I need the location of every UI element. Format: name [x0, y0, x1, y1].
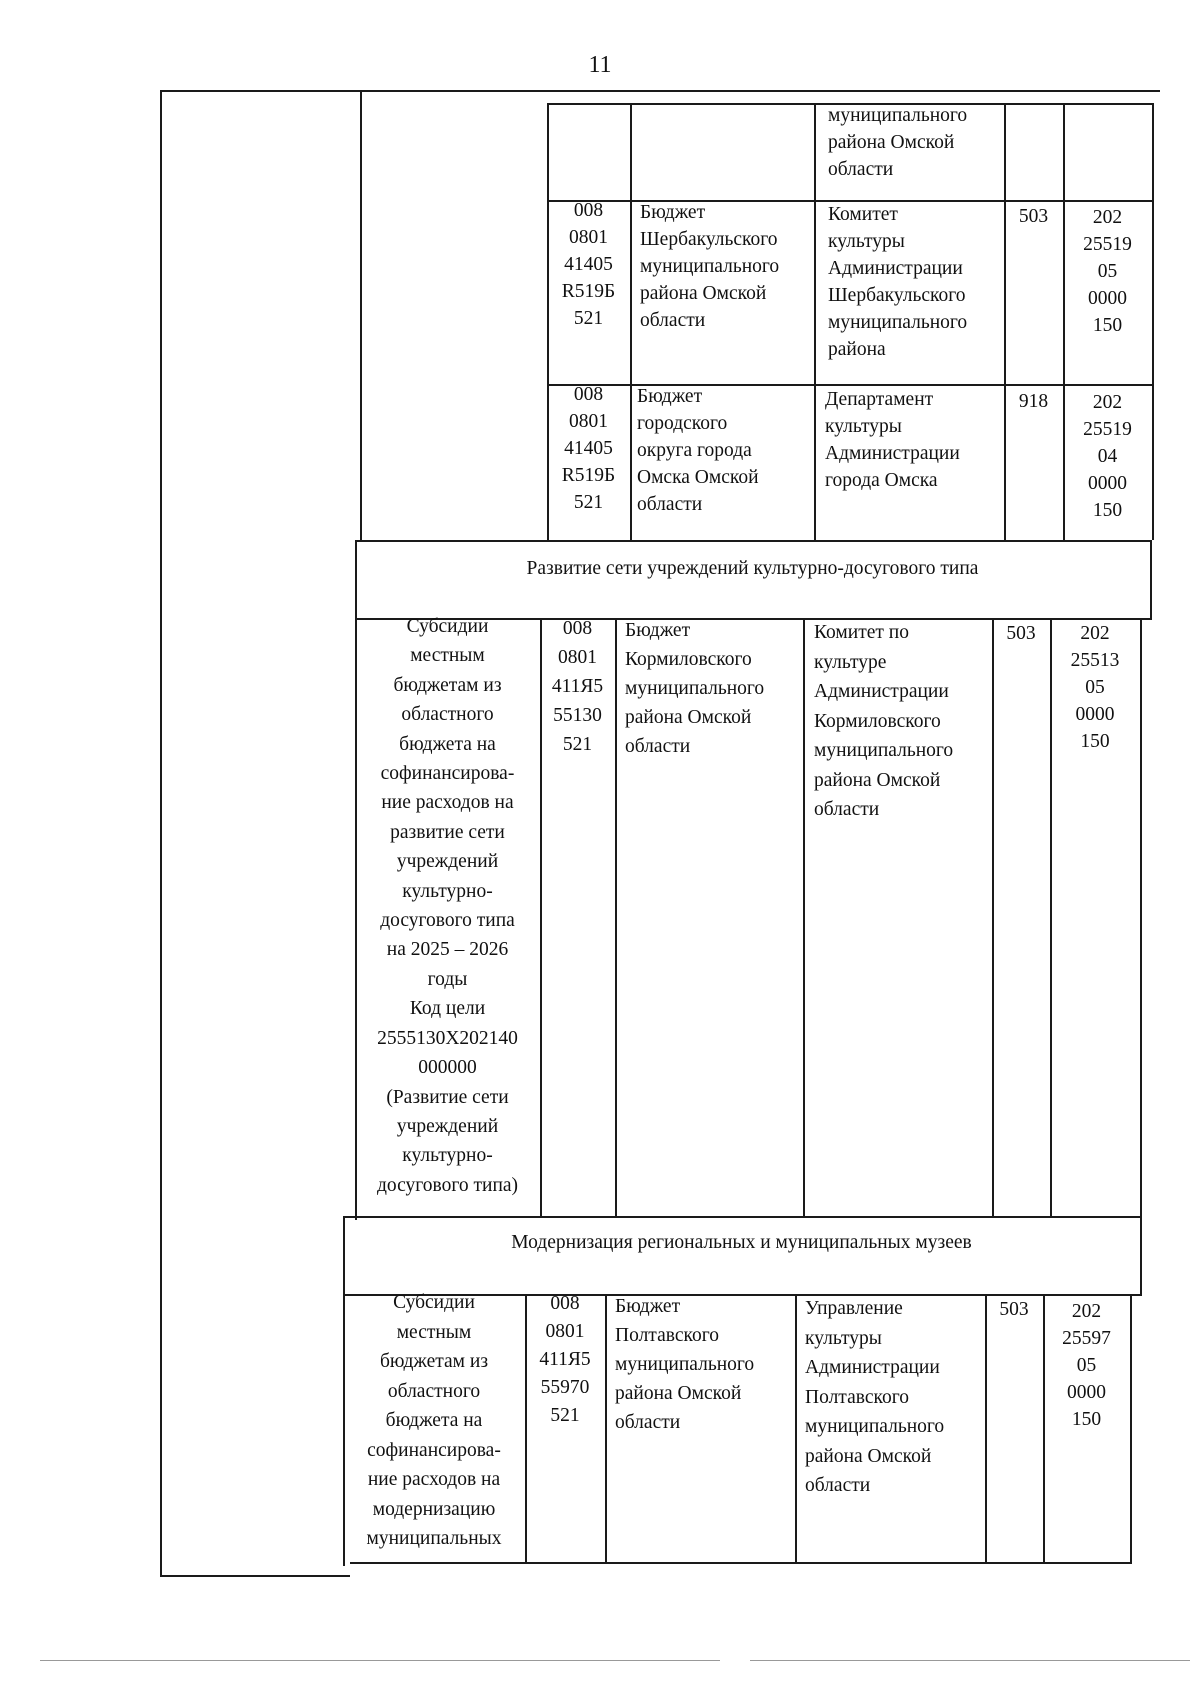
section2-code: 008 0801 411Я5 55970 521: [539, 1293, 591, 1426]
section1-code: 008 0801 411Я5 55130 521: [551, 618, 604, 755]
section1-dept: 503: [1006, 623, 1036, 644]
row0-recipient: муниципального района Омской области: [828, 105, 968, 180]
section1-heading: Развитие сети учреждений культурно-досугового типа: [526, 558, 979, 579]
page-number: 11: [588, 52, 612, 78]
row1-dept: 503: [1018, 206, 1049, 227]
row1-code: 008 0801 41405 R519Б 521: [561, 200, 616, 329]
section1-kbk: 202 25513 05 0000 150: [1070, 623, 1120, 752]
section1-budget: Бюджет Кормиловского муниципального района Омской области: [625, 620, 765, 757]
scan-edge-left: [40, 1660, 720, 1661]
section2-recipient: Управление культуры Администрации Полтавского муниципального района Омской области: [805, 1298, 945, 1496]
row2-recipient: Департамент культуры Администрации города Омска: [825, 389, 960, 491]
section2-dept: 503: [999, 1299, 1029, 1320]
row2-budget: Бюджет городского округа города Омска Омской области: [637, 386, 759, 515]
row2-code: 008 0801 41405 R519Б 521: [561, 384, 616, 513]
row2-kbk: 202 25519 04 0000 150: [1083, 392, 1132, 521]
scan-edge-right: [750, 1660, 1190, 1661]
section1-recipient: Комитет по культуре Администрации Кормиловского муниципального района Омской области: [814, 622, 954, 820]
row1-recipient: Комитет культуры Администрации Шербакульского муниципального района: [828, 204, 968, 360]
row2-dept: 918: [1018, 391, 1049, 412]
section1-subsidy: Субсидии местным бюджетам из областного бюджета на софинансирова- ние расходов на развитие сети учреждений культурно- досугового типа на 2025 – 2026 годы Код цели 2555130Х202140 000000 (Развитие сети учреждений культурно- досугового типа): [376, 616, 519, 1196]
section2-budget: Бюджет Полтавского муниципального района Омской области: [615, 1296, 755, 1433]
row1-budget: Бюджет Шербакульского муниципального района Омской области: [640, 202, 780, 331]
section2-heading: Модернизация региональных и муниципальных музеев: [511, 1232, 972, 1253]
section2-subsidy: Субсидии местным бюджетам из областного бюджета на софинансирова- ние расходов на модернизацию муниципальных: [366, 1292, 502, 1549]
row1-kbk: 202 25519 05 0000 150: [1083, 207, 1132, 336]
section2-kbk: 202 25597 05 0000 150: [1062, 1301, 1111, 1430]
